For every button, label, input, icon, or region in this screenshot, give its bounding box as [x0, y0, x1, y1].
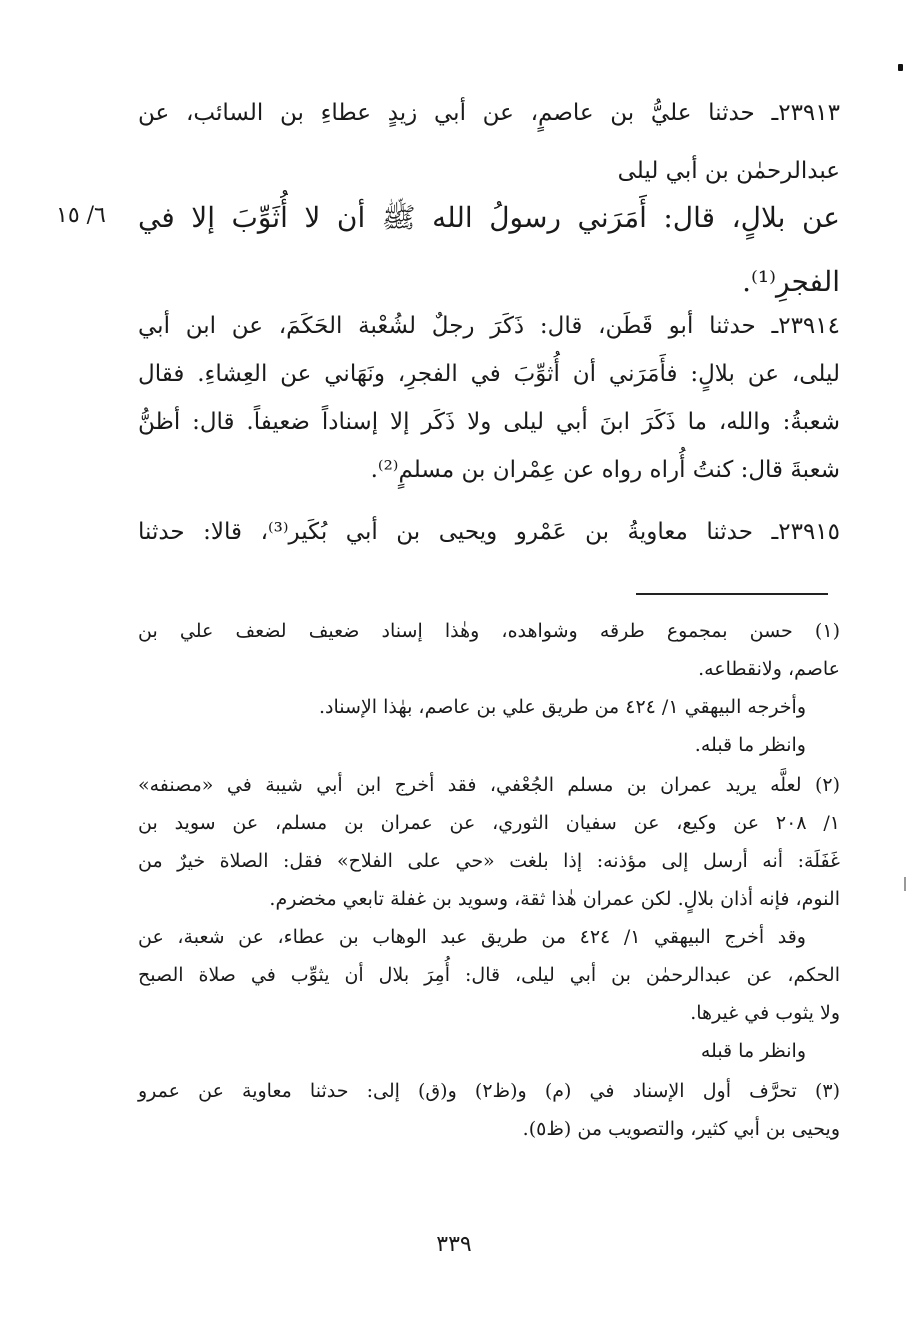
footnote-line: وقد أخرج البيهقي ١/ ٤٢٤ من طريق عبد الوهاب بن عطاء، عن شعبة، عن	[138, 926, 806, 948]
footnote-1	[138, 612, 840, 688]
footnote-line: الحكم، عن عبدالرحمٰن بن أبي ليلى، قال: أُمِرَ بلال أن يثوِّب في صلاة الصبح	[138, 964, 840, 986]
footnote-line: (٣) تحرَّف أول الإسناد في (م) و(ظ٢) و(ق) إلى: حدثنا معاوية عن عمرو	[138, 1080, 841, 1102]
footnotes	[138, 612, 840, 1148]
footnote-line: غَفَلَة: أنه أرسل إلى مؤذنه: إذا بلغت «حي على الفلاح» فقل: الصلاة خيرٌ من	[138, 850, 840, 872]
footnote-line: ١/ ٢٠٨ عن وكيع، عن سفيان الثوري، عن عمران بن مسلم، عن سويد بن	[138, 812, 840, 834]
footnote-line: ولا يثوب في غيرها.	[690, 1002, 840, 1024]
text-line: عن بلالٍ، قال: أَمَرَني رسولُ الله ﷺ أن لا أُثَوِّبَ إلا في	[138, 201, 840, 234]
page-number: ٣٣٩	[436, 1232, 472, 1257]
footnote-2-paragraph: وانظر ما قبله	[700, 1040, 806, 1062]
text-line: ٢٣٩١٥ـ حدثنا معاويةُ بن عَمْرو ويحيى بن أبي بُكَير⁽³⁾، قالا: حدثنا	[138, 519, 841, 545]
scan-speck	[898, 64, 903, 71]
hadith-matn	[138, 186, 840, 314]
footnote-2-paragraph	[138, 918, 840, 1032]
footnote-line: ويحيى بن أبي كثير، والتصويب من (ظ٥).	[522, 1118, 840, 1140]
footnote-separator	[636, 593, 828, 595]
footnote-line: (٢) لعلَّه يريد عمران بن مسلم الجُعْفي، فقد أخرج ابن أبي شيبة في «مصنفه»	[138, 774, 840, 796]
text-line: الفجرِ⁽¹⁾.	[742, 265, 840, 298]
text-line: ٢٣٩١٣ـ حدثنا عليُّ بن عاصمٍ، عن أبي زيدٍ عطاءِ بن السائب، عن	[138, 100, 840, 126]
footnote-line: (١) حسن بمجموع طرقه وشواهده، وهٰذا إسناد ضعيف لضعف علي بن	[138, 620, 840, 642]
scan-speck	[904, 877, 906, 891]
hadith-23913	[138, 84, 840, 200]
text-line: شعبةُ: والله، ما ذَكَرَ ابنَ أبي ليلى ولا ذَكَر إلا إسناداً ضعيفاً. قال: أظنُّ	[138, 409, 840, 435]
margin-reference: ٦/ ١٥	[56, 203, 106, 228]
footnote-1-paragraph: وانظر ما قبله.	[694, 734, 806, 756]
footnote-line: عاصم، ولانقطاعه.	[698, 658, 840, 680]
footnote-3	[138, 1072, 840, 1148]
text-line: ليلى، عن بلالٍ: فأَمَرَني أن أُثوِّبَ في الفجرِ، ونَهَاني عن العِشاءِ. فقال	[138, 361, 840, 387]
footnote-1-paragraph: وأخرجه البيهقي ١/ ٤٢٤ من طريق علي بن عاصم، بهٰذا الإسناد.	[319, 696, 806, 718]
text-line: شعبةَ قال: كنتُ أُراه رواه عن عِمْران بن مسلمٍ⁽²⁾.	[370, 457, 840, 483]
footnote-line: النوم، فإنه أذان بلالٍ. لكن عمران هٰذا ثقة، وسويد بن غفلة تابعي مخضرم.	[269, 888, 840, 910]
hadith-23915	[138, 508, 840, 556]
footnote-2	[138, 766, 840, 918]
text-line: عبدالرحمٰن بن أبي ليلى	[617, 158, 840, 184]
text-line: ٢٣٩١٤ـ حدثنا أبو قَطَن، قال: ذَكَرَ رجلٌ لشُعْبة الحَكَمَ، عن ابن أبي	[138, 313, 840, 339]
hadith-23914	[138, 302, 840, 494]
